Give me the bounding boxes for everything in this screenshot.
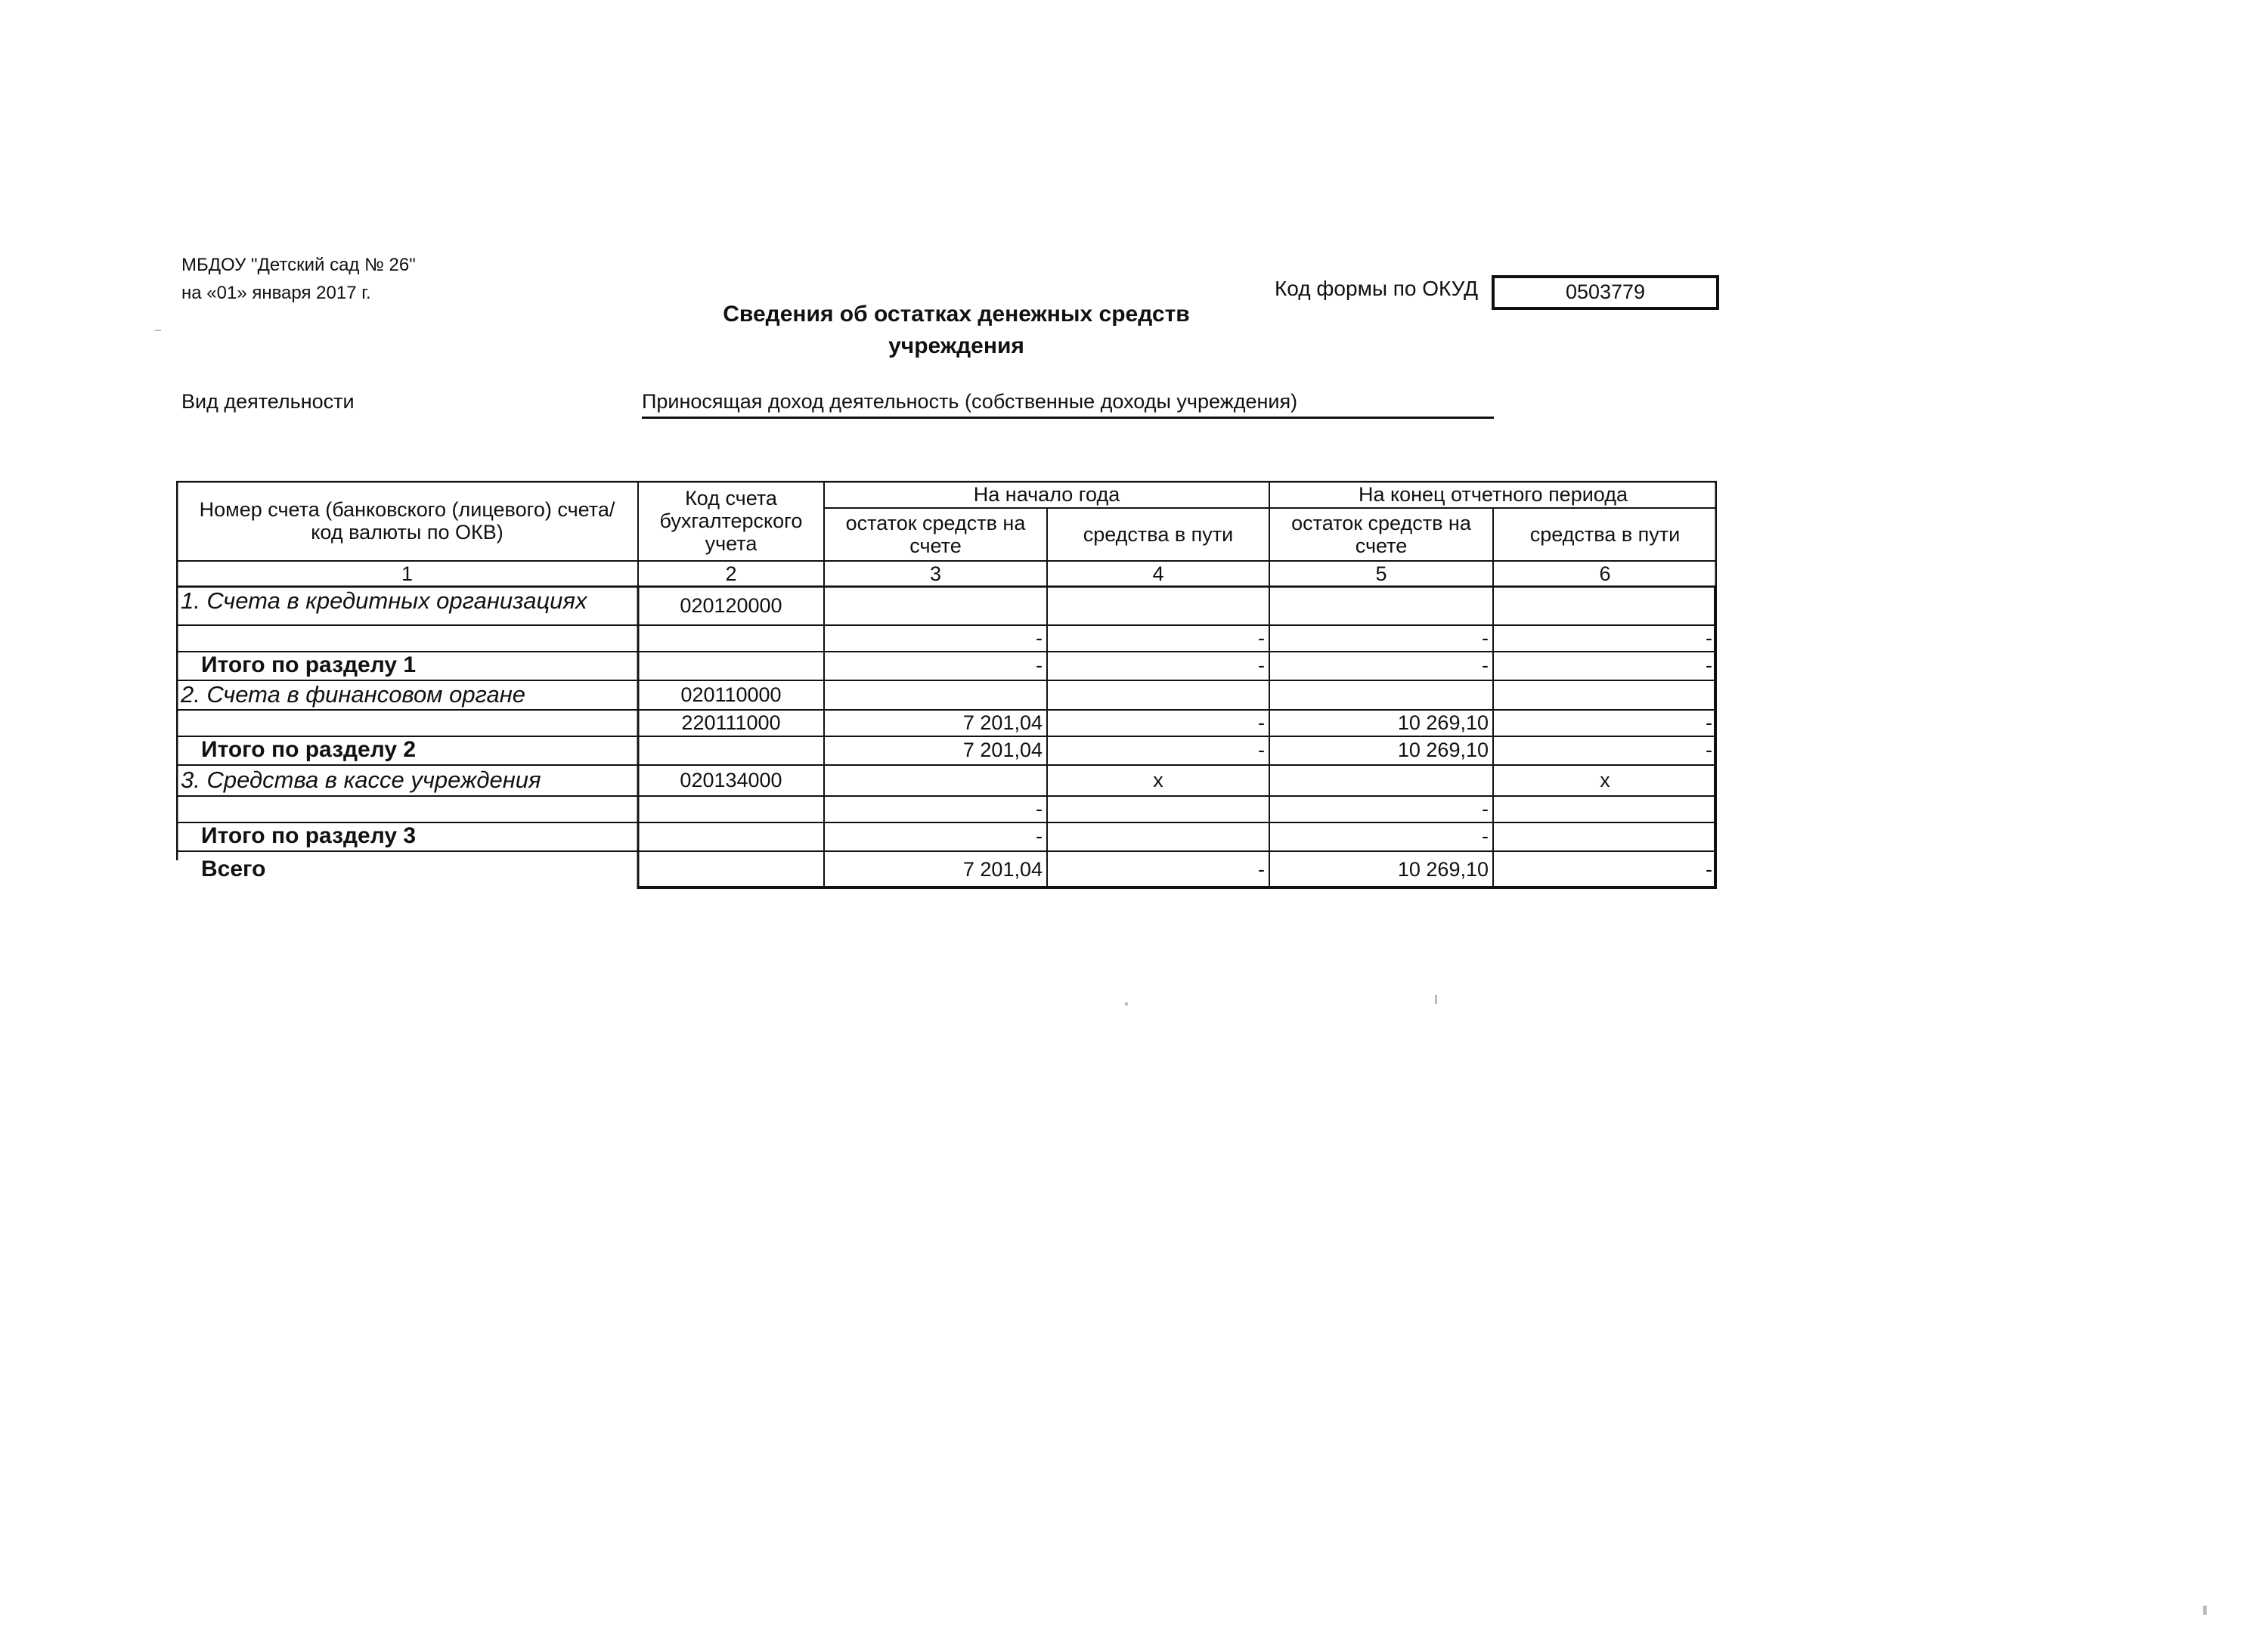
row-name [176,798,638,822]
row-value-col6 [1493,825,1717,849]
row-value-col6: - [1706,711,1712,734]
title-line-2: учреждения [888,333,1024,358]
title-line-1: Сведения об остатках денежных средств [723,302,1190,327]
col-number-2: 2 [725,562,737,585]
row-value-col3: - [1036,654,1043,677]
row-value-col5 [1269,683,1493,708]
scan-speck [1125,1002,1128,1005]
row-account-code: 020134000 [680,768,782,791]
row-value-col6 [1493,798,1717,822]
row-account-code [638,739,824,763]
row-value-col4 [1047,798,1269,822]
row-name [176,627,638,651]
activity-label: Вид деятельности [181,390,355,413]
row-value-col3: 7 201,04 [962,711,1043,734]
row-value-col5: 10 269,10 [1397,711,1489,734]
row-value-col5: - [1482,626,1489,649]
row-value-col4: - [1258,626,1265,649]
col-number-5: 5 [1375,562,1387,585]
row-value-col6: - [1706,858,1712,881]
row-name: 2. Счета в финансовом органе [181,680,526,708]
header-end-of-period: На конец отчетного периода [1358,483,1628,506]
report-date: на «01» января 2017 г. [181,283,371,303]
col-number-3: 3 [929,562,942,585]
form-title [665,299,1247,362]
row-name: Итого по разделу 2 [201,737,417,762]
header-account-code: Код счета бухгалтерского учета [659,487,803,555]
row-account-code [638,825,824,849]
row-value-col4 [1047,594,1269,618]
row-name: Итого по разделу 3 [201,823,417,848]
row-value-col4: - [1258,858,1265,881]
row-value-col4: - [1258,654,1265,677]
row-account-code: 220111000 [681,711,781,734]
row-account-code [638,858,824,882]
okud-code: 0503779 [1492,275,1719,310]
header-start-transit: средства в пути [1083,523,1234,546]
header-end-balance: остаток средств на счете [1291,512,1471,557]
scan-speck [2203,1606,2207,1615]
row-value-col3: - [1036,825,1043,847]
row-account-code: 020120000 [680,594,782,617]
row-value-col5 [1269,769,1493,793]
row-value-col6: - [1706,739,1712,761]
row-account-code [638,627,824,651]
scan-speck [1435,995,1437,1004]
row-value-col4 [1047,825,1269,849]
col-number-4: 4 [1152,562,1164,585]
row-value-col5: 10 269,10 [1397,739,1489,761]
row-value-col6 [1493,594,1717,618]
row-account-code: 020110000 [680,683,782,706]
col-number-6: 6 [1599,562,1611,585]
row-value-col6: - [1706,626,1712,649]
header-start-balance: остаток средств на счете [845,512,1026,557]
row-value-col3 [824,769,1047,793]
row-name: Всего [201,857,266,881]
row-value-col5: - [1482,797,1489,820]
col-number-1: 1 [401,562,414,585]
row-account-code [638,654,824,678]
row-value-col5 [1269,594,1493,618]
row-name: Итого по разделу 1 [201,652,417,677]
row-value-col3: - [1036,626,1043,649]
row-value-col4: - [1258,739,1265,761]
row-name: 3. Средства в кассе учреждения [181,766,541,793]
header-end-transit: средства в пути [1529,523,1681,546]
row-value-col3: 7 201,04 [962,739,1043,761]
row-value-col3 [824,594,1047,618]
row-value-col6 [1493,683,1717,708]
header-account-number: Номер счета (банковского (лицевого) счета/код валюты по ОКВ) [199,498,615,544]
row-value-col3 [824,683,1047,708]
activity-value: Приносящая доход деятельность (собственные доходы учреждения) [642,390,1494,419]
row-value-col5: - [1482,825,1489,847]
row-value-col3: 7 201,04 [962,858,1043,881]
balances-table [176,481,1717,889]
row-value-col4: х [1153,768,1163,791]
row-value-col5: - [1482,654,1489,677]
header-start-of-year: На начало года [973,483,1120,506]
row-value-col6: - [1706,654,1712,677]
row-name [176,711,638,736]
row-value-col4: - [1258,711,1265,734]
row-value-col3: - [1036,797,1043,820]
row-account-code [638,798,824,822]
scan-speck [155,330,161,331]
row-name: 1. Счета в кредитных организациях [181,587,587,614]
okud-label: Код формы по ОКУД [1275,277,1479,300]
row-value-col5: 10 269,10 [1397,858,1489,881]
row-value-col4 [1047,683,1269,708]
organization-name: МБДОУ "Детский сад № 26" [181,255,416,275]
row-value-col6: х [1600,768,1610,791]
organization-block [181,251,416,307]
